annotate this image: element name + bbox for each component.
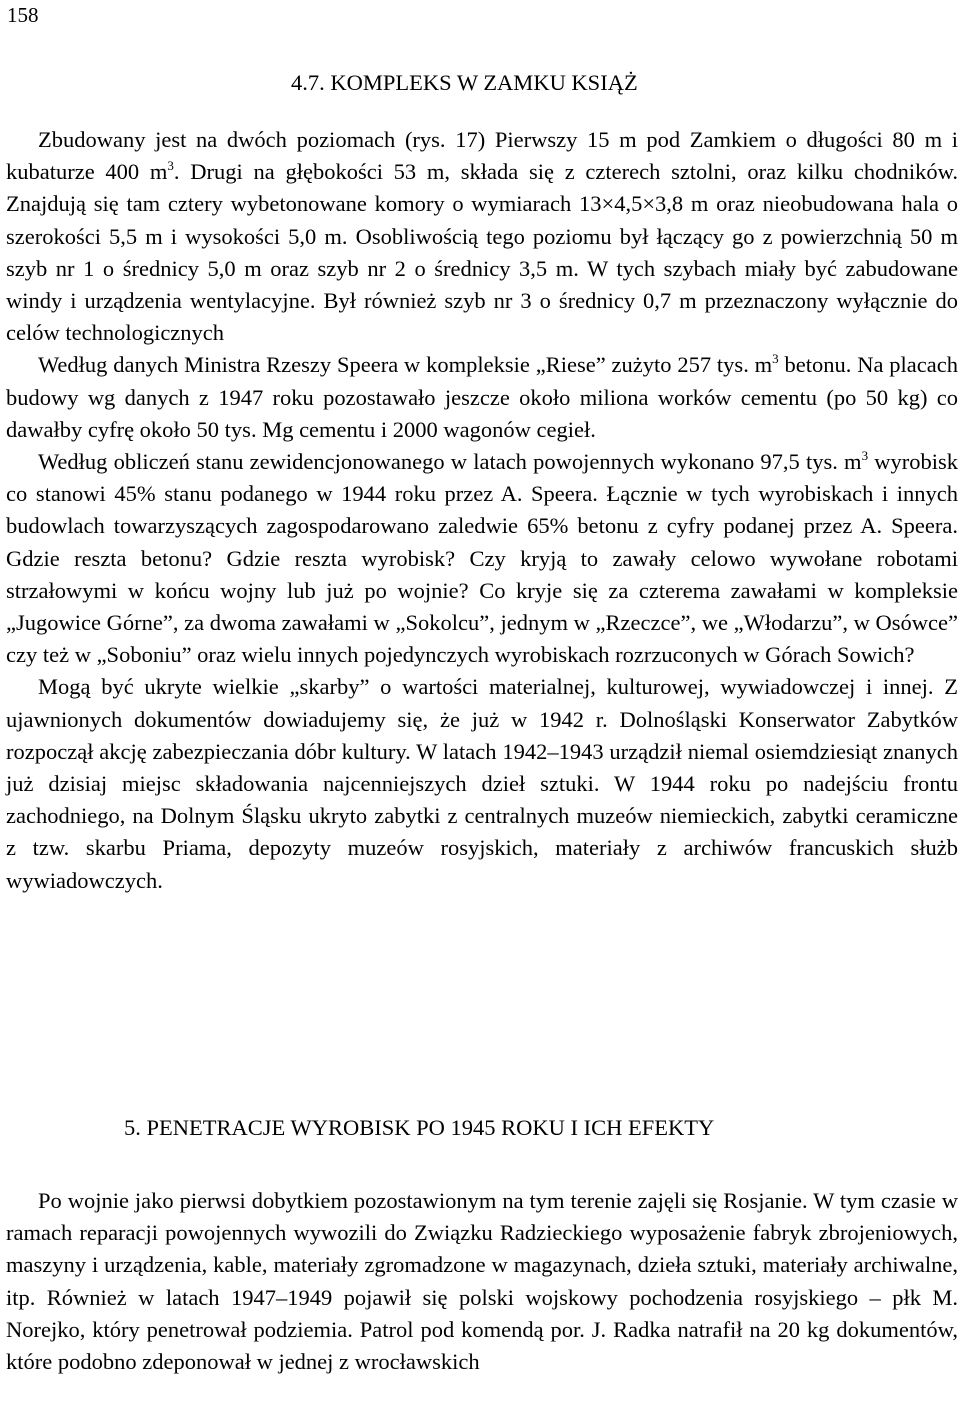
paragraph-text: Według obliczeń stanu zewidencjonowanego w latach powojennych wykonano 97,5 tys. m bbox=[38, 449, 862, 475]
superscript: 3 bbox=[772, 351, 779, 367]
paragraph-text: Według danych Ministra Rzeszy Speera w kompleksie „Riese” zużyto 257 tys. m bbox=[38, 352, 773, 378]
section-heading-5: 5. PENETRACJE WYROBISK PO 1945 ROKU I ICH EFEKTY bbox=[124, 1115, 715, 1140]
paragraph-text: Zbudowany jest na dwóch poziomach (rys. 17) Pierwszy 15 m pod Zamkiem o długości 80 m i kubaturze 400 m bbox=[6, 127, 958, 185]
section-body-5 bbox=[6, 1185, 958, 1378]
paragraph-construction bbox=[6, 124, 958, 349]
paragraph-text: betonu. Na placach budowy wg danych z 1947 roku pozostawało jeszcze około miliona worków cementu (po 50 kg) co dawałby cyfrę około 50 tys. Mg cementu i 2000 wagonów cegieł. bbox=[6, 352, 958, 442]
paragraph-post-war: Po wojnie jako pierwsi dobytkiem pozostawionym na tym terenie zajęli się Rosjanie. W tym czasie w ramach reparacji powojennych wywozili do Związku Radzieckiego wyposażenie fabryk zbrojeniowych, maszyny i urządzenia, kable, materiały zgromadzone w magazynach, dzieła sztuki, materiały archiwalne, itp. Również w latach 1947–1949 pojawił się polski wojskowy pochodzenia rosyjskiego – płk M. Norejko, który penetrował podziemia. Patrol pod komendą por. J. Radka natrafił na 20 kg dokumentów, które podobno zdeponował w jednej z wrocławskich bbox=[6, 1188, 958, 1375]
paragraph-concrete bbox=[6, 349, 958, 446]
section-heading-4-7: 4.7. KOMPLEKS W ZAMKU KSIĄŻ bbox=[291, 70, 638, 95]
paragraph-calculations bbox=[6, 446, 958, 671]
paragraph-text: . Drugi na głębokości 53 m, składa się z czterech sztolni, oraz kilku chodników. Znajdują się tam cztery wybetonowane komory o wymiarach 13×4,5×3,8 m oraz nieobudowana hala o szerokości 5,5 m i wysokości 5,0 m. Osobliwością tego poziomu był łączący go z powierzchnią 50 m szyb nr 1 o średnicy 5,0 m oraz szyb nr 2 o średnicy 3,5 m. W tych szybach miały być zabudowane windy i urządzenia wentylacyjne. Był również szyb nr 3 o średnicy 0,7 m przeznaczony wyłącznie do celów technologicznych bbox=[6, 159, 958, 346]
paragraph-text: wyrobisk co stanowi 45% stanu podanego w 1944 roku przez A. Speera. Łącznie w tych wyrobiskach i innych budowlach towarzyszących zagospodarowano zaledwie 65% betonu z cyfry podanej przez A. Speera. Gdzie reszta betonu? Gdzie reszta wyrobisk? Czy kryją to zawały celowo wywołane robotami strzałowymi w końcu wojny lub już po wojnie? Co kryje się za czterema zawałami w kompleksie „Jugowice Górne”, za dwoma zawałami w „Sokolcu”, jednym w „Rzeczce”, we „Włodarzu”, w Osówce” czy też w „Soboniu” oraz wielu innych pojedynczych wyrobiskach rozrzuconych w Górach Sowich? bbox=[6, 449, 958, 668]
superscript: 3 bbox=[861, 448, 869, 464]
paragraph-treasures: Mogą być ukryte wielkie „skarby” o wartości materialnej, kulturowej, wywiadowczej i innej. Z ujawnionych dokumentów dowiadujemy się, że już w 1942 r. Dolnośląski Konserwator Zabytków rozpoczął akcję zabezpieczania dóbr kultury. W latach 1942–1943 urządził niemal osiemdziesiąt znanych już dzisiaj miejsc składowania najcenniejszych dzieł sztuki. W 1944 roku po nadejściu frontu zachodniego, na Dolnym Śląsku ukryto zabytki z centralnych muzeów niemieckich, zabytki ceramiczne z tzw. skarbu Priama, depozyty muzeów rosyjskich, materiały z archiwów francuskich służb wywiadowczych. bbox=[6, 674, 958, 893]
superscript: 3 bbox=[167, 158, 174, 174]
section-body-4-7 bbox=[6, 124, 958, 897]
page-number: 158 bbox=[7, 3, 39, 27]
